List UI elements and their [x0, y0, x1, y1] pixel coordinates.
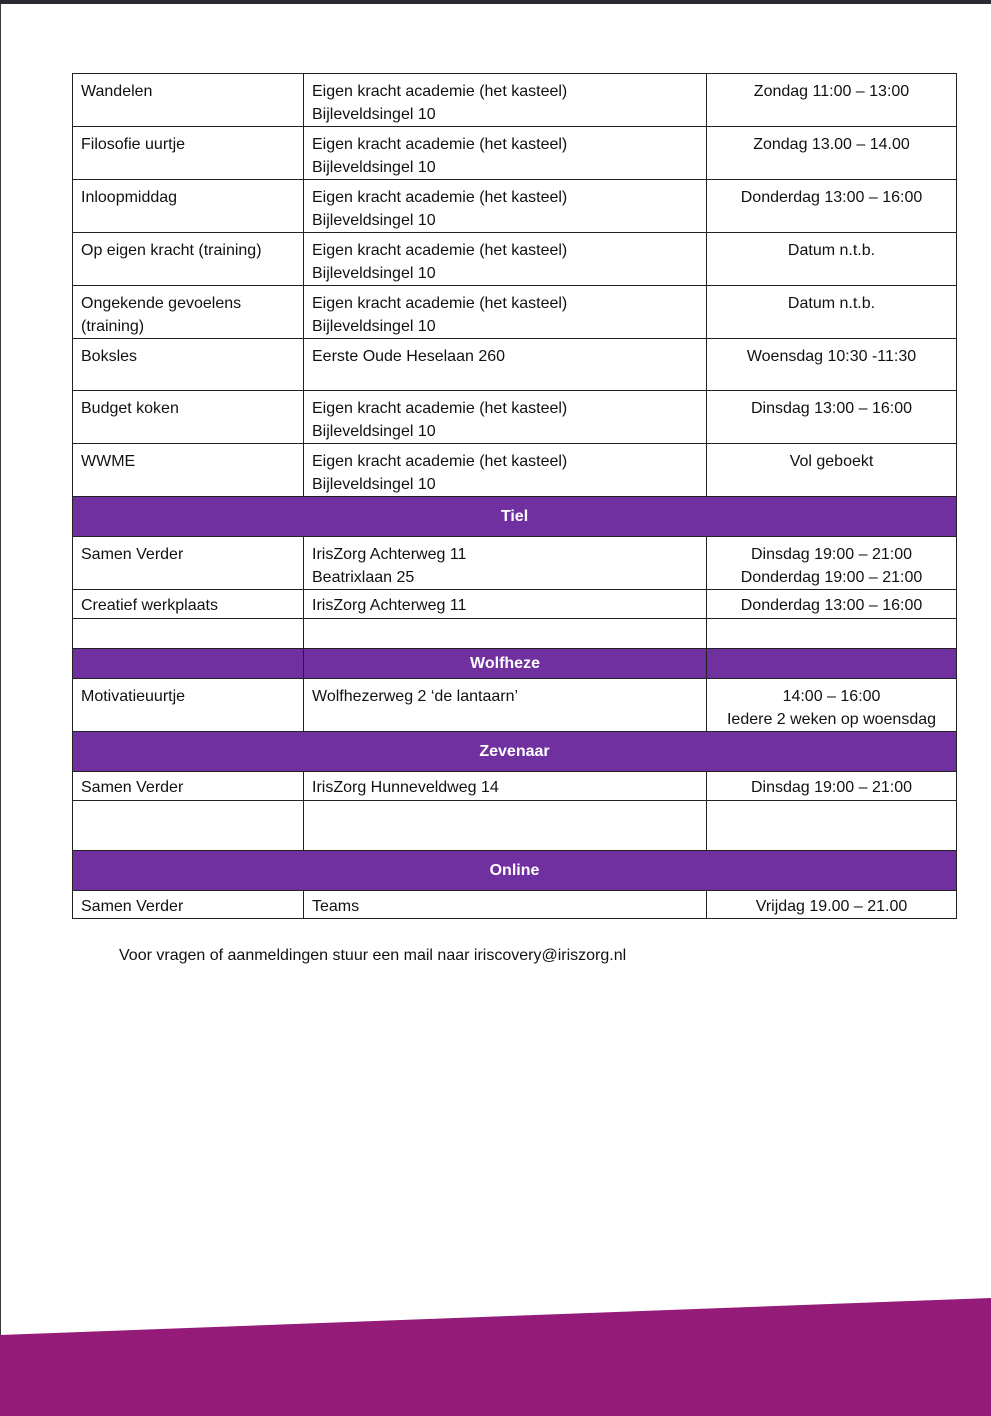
- activity-cell: Samen Verder: [73, 772, 304, 801]
- empty-row: [73, 801, 957, 851]
- time-cell: Dinsdag 13:00 – 16:00: [707, 391, 957, 444]
- table-row: [73, 891, 957, 919]
- activity-cell: Creatief werkplaats: [73, 590, 304, 619]
- time-cell: Donderdag 13:00 – 16:00: [707, 180, 957, 233]
- activity-cell: WWME: [73, 444, 304, 497]
- schedule-table: [72, 73, 957, 919]
- location-cell: Eigen kracht academie (het kasteel) Bijleveldsingel 10: [304, 444, 707, 497]
- activity-cell: Motivatieuurtje: [73, 679, 304, 732]
- activity-cell: Samen Verder: [73, 537, 304, 590]
- time-cell: Zondag 11:00 – 13:00: [707, 74, 957, 127]
- bottom-decorative-band: [0, 1290, 991, 1416]
- region-header-tiel: [73, 497, 957, 537]
- table-row: [73, 391, 957, 444]
- table-row: [73, 590, 957, 619]
- table-row: [73, 444, 957, 497]
- location-cell: IrisZorg Achterweg 11 Beatrixlaan 25: [304, 537, 707, 590]
- table-row: [73, 537, 957, 590]
- region-title: Tiel: [73, 497, 957, 537]
- empty-cell: [304, 619, 707, 649]
- empty-cell: [73, 801, 304, 851]
- top-border: [0, 0, 991, 4]
- location-cell: IrisZorg Achterweg 11: [304, 590, 707, 619]
- region-spacer: [707, 649, 957, 679]
- empty-cell: [707, 801, 957, 851]
- location-cell: Eigen kracht academie (het kasteel) Bijleveldsingel 10: [304, 233, 707, 286]
- activity-cell: Samen Verder: [73, 891, 304, 919]
- left-edge: [0, 4, 1, 1416]
- location-cell: Eigen kracht academie (het kasteel) Bijleveldsingel 10: [304, 286, 707, 339]
- location-cell: Teams: [304, 891, 707, 919]
- region-spacer: [73, 649, 304, 679]
- location-cell: IrisZorg Hunneveldweg 14: [304, 772, 707, 801]
- time-cell: Donderdag 13:00 – 16:00: [707, 590, 957, 619]
- bottom-band-shape: [0, 1298, 991, 1416]
- activity-cell: Boksles: [73, 339, 304, 391]
- location-cell: Wolfhezerweg 2 ‘de lantaarn’: [304, 679, 707, 732]
- time-cell: Datum n.t.b.: [707, 233, 957, 286]
- activity-cell: Wandelen: [73, 74, 304, 127]
- table-row: [73, 772, 957, 801]
- table-row: [73, 679, 957, 732]
- contact-note: Voor vragen of aanmeldingen stuur een mail naar iriscovery@iriszorg.nl: [119, 947, 627, 964]
- table-row: [73, 74, 957, 127]
- region-title: Online: [73, 851, 957, 891]
- empty-row: [73, 619, 957, 649]
- table-row: [73, 127, 957, 180]
- empty-cell: [707, 619, 957, 649]
- time-cell: Vol geboekt: [707, 444, 957, 497]
- activity-cell: Op eigen kracht (training): [73, 233, 304, 286]
- activity-cell: Ongekende gevoelens (training): [73, 286, 304, 339]
- activity-cell: Budget koken: [73, 391, 304, 444]
- time-cell: Datum n.t.b.: [707, 286, 957, 339]
- table-row: [73, 233, 957, 286]
- time-cell: Vrijdag 19.00 – 21.00: [707, 891, 957, 919]
- location-cell: Eerste Oude Heselaan 260: [304, 339, 707, 391]
- region-header-zevenaar: [73, 732, 957, 772]
- location-cell: Eigen kracht academie (het kasteel) Bijleveldsingel 10: [304, 74, 707, 127]
- region-title: Wolfheze: [304, 649, 707, 679]
- empty-cell: [73, 619, 304, 649]
- table-row: [73, 286, 957, 339]
- time-cell: Dinsdag 19:00 – 21:00 Donderdag 19:00 – 21:00: [707, 537, 957, 590]
- empty-cell: [304, 801, 707, 851]
- region-title: Zevenaar: [73, 732, 957, 772]
- table-row: [73, 180, 957, 233]
- time-cell: Zondag 13.00 – 14.00: [707, 127, 957, 180]
- location-cell: Eigen kracht academie (het kasteel) Bijleveldsingel 10: [304, 391, 707, 444]
- activity-cell: Filosofie uurtje: [73, 127, 304, 180]
- location-cell: Eigen kracht academie (het kasteel) Bijleveldsingel 10: [304, 127, 707, 180]
- table-row: [73, 339, 957, 391]
- region-header-online: [73, 851, 957, 891]
- time-cell: Woensdag 10:30 -11:30: [707, 339, 957, 391]
- location-cell: Eigen kracht academie (het kasteel) Bijleveldsingel 10: [304, 180, 707, 233]
- region-header-wolfheze: [73, 649, 957, 679]
- activity-cell: Inloopmiddag: [73, 180, 304, 233]
- time-cell: Dinsdag 19:00 – 21:00: [707, 772, 957, 801]
- time-cell: 14:00 – 16:00 Iedere 2 weken op woensdag: [707, 679, 957, 732]
